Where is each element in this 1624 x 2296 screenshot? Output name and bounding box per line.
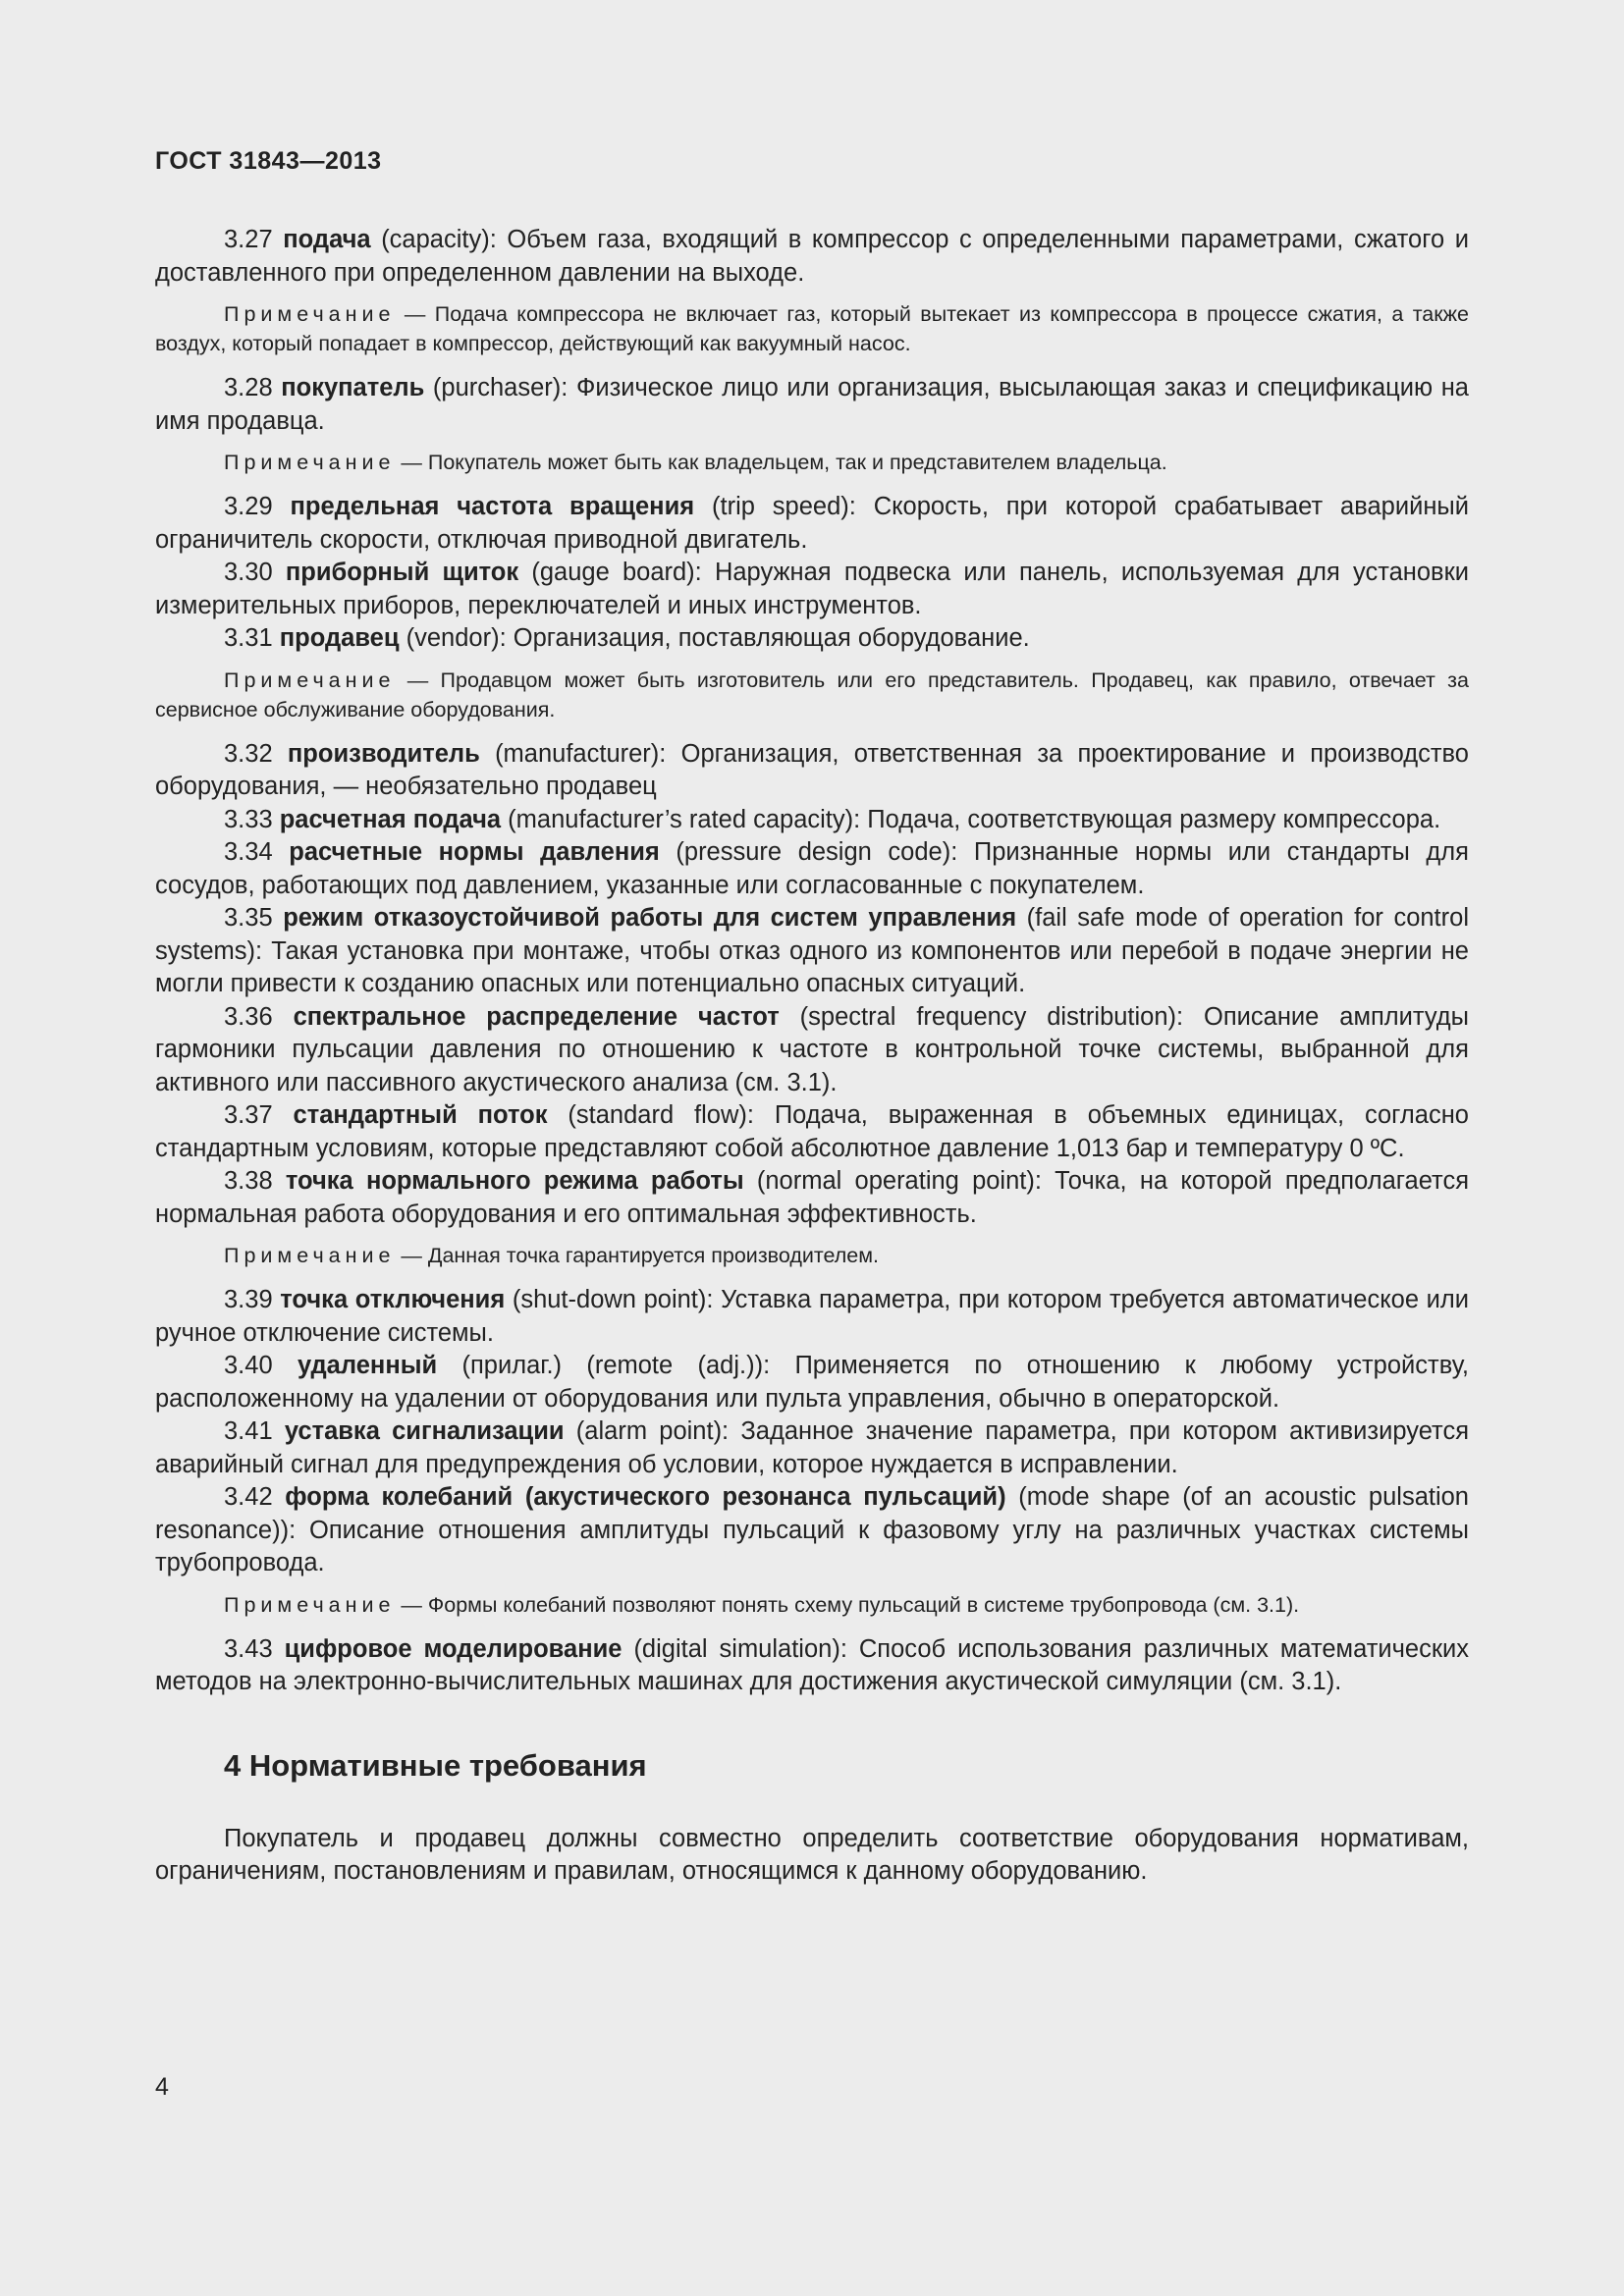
term-definition [155,1633,1469,1699]
term-name: форма колебаний (акустического резонанса пульсаций) [285,1483,1006,1511]
note [155,299,1469,358]
term-name: точка отключения [280,1286,506,1313]
term-name: покупатель [281,374,425,401]
term-definition [155,1481,1469,1580]
term-number: 3.42 [224,1483,273,1511]
term-name: цифровое моделирование [284,1634,623,1663]
term-description: (purchaser): Физическое лицо или организация, высылающая заказ и спецификацию на имя продавца. [155,374,1469,435]
term-definition [155,622,1469,656]
note-label: Примечание [224,667,396,692]
term-name: расчетная подача [279,805,502,833]
term-name: продавец [279,624,400,652]
note-text: — Продавцом может быть изготовитель или его представитель. Продавец, как правило, отвечает за сервисное обслуживание оборудования. [155,667,1469,721]
term-description: (pressure design code): Признанные нормы или стандарты для сосудов, работающих под давлением, указанные или согласованные с покупателем. [155,838,1469,899]
term-definition [155,224,1469,290]
term-description: (shut-down point): Уставка параметра, при котором требуется автоматическое или ручное отключение системы. [155,1286,1469,1347]
term-description: (прилаг.) (remote (adj.)): Применяется по отношению к любому устройству, расположенному на удалении от оборудования или пульта управления, обычно в операторской. [155,1352,1469,1413]
term-number: 3.32 [224,739,273,768]
term-definition [155,372,1469,438]
section-heading: 4 Нормативные требования [224,1747,647,1783]
term-definition [155,902,1469,1001]
note-text: — Покупатель может быть как владельцем, так и представителем владельца. [395,451,1167,474]
term-description: (trip speed): Скорость, при которой срабатывает аварийный ограничитель скорости, отключая приводной двигатель. [155,493,1470,554]
note-label: Примечание [224,451,396,474]
term-name: производитель [287,739,480,768]
term-description: (fail safe mode of operation for control systems): Такая установка при монтаже, чтобы отказ одного из компонентов или перебой в подаче энергии не могли привести к созданию опасных или потенциально опасных ситуаций. [155,904,1469,997]
term-number: 3.33 [224,805,273,833]
term-description: (normal operating point): Точка, на которой предполагается нормальная работа оборудования и его оптимальная эффективность. [155,1167,1470,1228]
term-name: спектральное распределение частот [293,1002,780,1031]
note-text: — Подача компрессора не включает газ, который вытекает из компрессора в процессе сжатия, а также воздух, который попадает в компрессор, действующий как вакуумный насос. [155,302,1469,355]
term-definition [155,738,1469,804]
term-description: (mode shape (of an acoustic pulsation resonance)): Описание отношения амплитуды пульсаций к фазовому углу на различных участках системы трубопровода. [155,1483,1469,1576]
term-name: удаленный [297,1352,438,1379]
term-description: (digital simulation): Способ использования различных математических методов на электронно-вычислительных машинах для достижения акустической симуляции (см. 3.1). [155,1634,1469,1695]
note-text: — Формы колебаний позволяют понять схему пульсаций в системе трубопровода (см. 3.1). [395,1592,1300,1617]
term-name: предельная частота вращения [290,493,695,520]
term-definition [155,1001,1469,1100]
term-definition [155,1415,1469,1481]
terms-list [155,224,1469,1699]
term-definition [155,836,1469,902]
term-description: (gauge board): Наружная подвеска или панель, используемая для установки измерительных приборов, переключателей и иных инструментов. [155,559,1469,619]
note [155,1590,1469,1620]
term-number: 3.28 [224,374,273,401]
term-definition [155,1350,1469,1415]
term-description: (spectral frequency distribution): Описание амплитуды гармоники пульсации давления по отношению к частоте в контрольной точке системы, выбранной для активного или пассивного акустического анализа (см. 3.1). [155,1002,1469,1096]
term-definition [155,491,1469,557]
term-definition [155,1099,1469,1165]
term-name: подача [283,226,371,253]
note-text: — Данная точка гарантируется производителем. [395,1244,880,1267]
term-description: (manufacturer’s rated capacity): Подача, соответствующая размеру компрессора. [501,805,1441,833]
term-number: 3.36 [224,1002,273,1031]
term-name: приборный щиток [285,559,519,586]
term-number: 3.30 [224,559,273,586]
term-description: (vendor): Организация, поставляющая оборудование. [399,624,1030,652]
term-definition [155,1165,1469,1231]
term-number: 3.43 [224,1634,273,1663]
term-number: 3.39 [224,1286,273,1313]
note [155,448,1469,477]
page-number: 4 [155,2073,169,2101]
note-label: Примечание [224,302,396,326]
term-description: (manufacturer): Организация, ответственная за проектирование и производство оборудования, — необязательно продавец [155,739,1469,800]
note [155,666,1469,724]
term-number: 3.40 [224,1352,273,1379]
term-number: 3.31 [224,624,273,652]
term-number: 3.37 [224,1101,273,1129]
term-description: (standard flow): Подача, выраженная в объемных единицах, согласно стандартным условиям, которые представляют собой абсолютное давление 1,013 бар и температуру 0 ºС. [155,1101,1469,1162]
term-definition [155,557,1469,622]
term-name: стандартный поток [293,1101,548,1129]
term-name: режим отказоустойчивой работы для систем управления [283,904,1017,932]
term-number: 3.38 [224,1167,273,1195]
term-description: (capacity): Объем газа, входящий в компрессор с определенными параметрами, сжатого и доставленного при определенном давлении на выходе. [155,226,1469,287]
term-description: (alarm point): Заданное значение параметра, при котором активизируется аварийный сигнал для предупреждения об условии, которое нуждается в исправлении. [155,1417,1470,1478]
note [155,1241,1469,1270]
term-definition [155,804,1469,837]
term-number: 3.41 [224,1417,273,1445]
section-paragraph: Покупатель и продавец должны совместно определить соответствие оборудования нормативам, ограничениям, постановлениям и правилам, относящимся к данному оборудованию. [155,1824,1469,1885]
note-label: Примечание [224,1244,396,1267]
document-body [155,224,1469,1889]
term-name: точка нормального режима работы [285,1167,744,1195]
term-definition [155,1284,1469,1350]
document-header: ГОСТ 31843—2013 [155,147,382,175]
term-number: 3.29 [224,493,273,520]
term-name: уставка сигнализации [284,1417,565,1445]
term-number: 3.34 [224,838,273,866]
note-label: Примечание [224,1592,396,1617]
term-number: 3.27 [224,226,273,253]
term-number: 3.35 [224,904,273,932]
term-name: расчетные нормы давления [289,838,660,866]
